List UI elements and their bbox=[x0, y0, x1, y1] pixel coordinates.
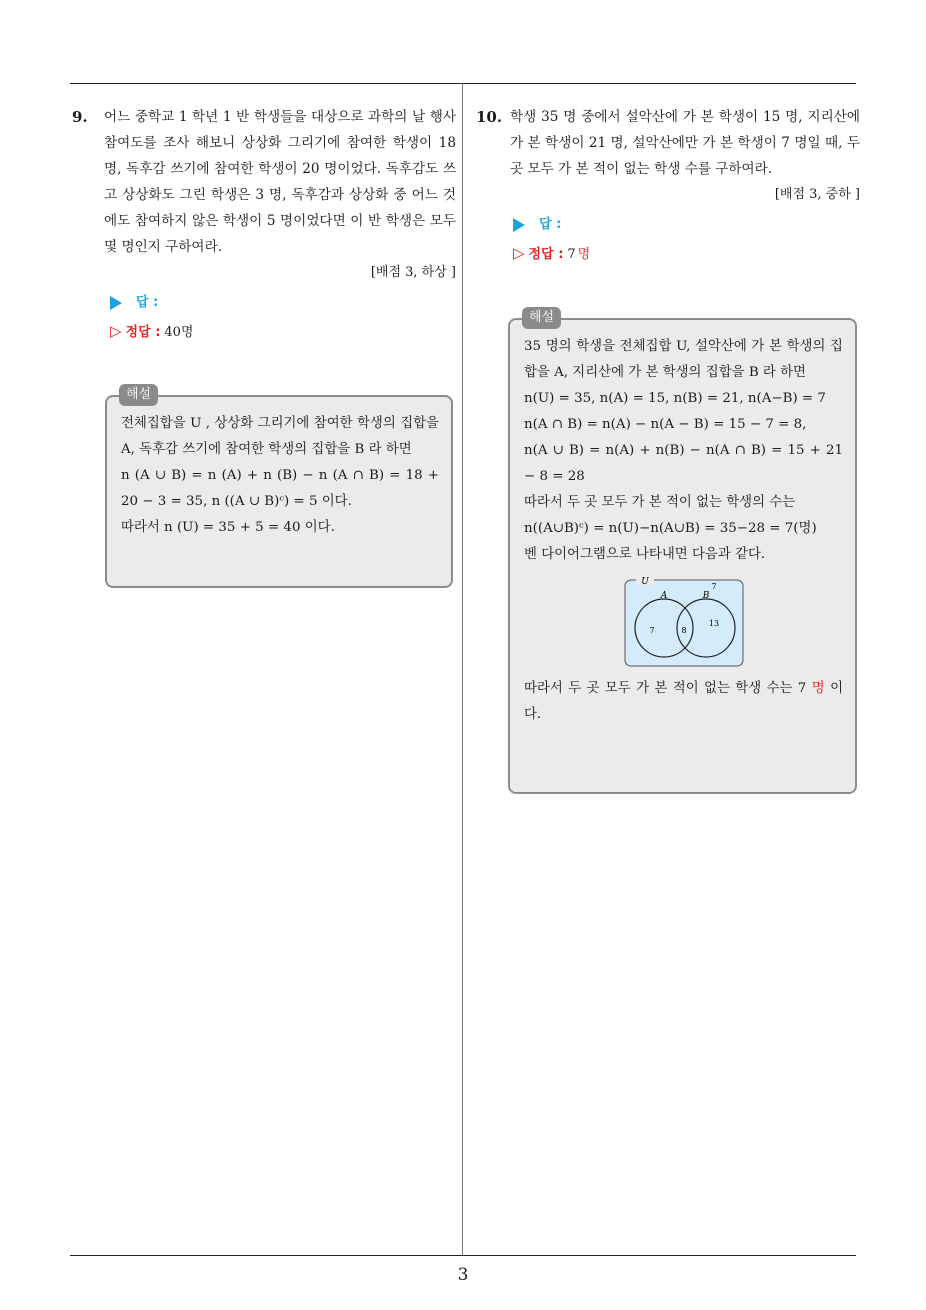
page-number: 3 bbox=[457, 1265, 469, 1285]
top-rule bbox=[70, 83, 856, 84]
problem-9 bbox=[72, 104, 456, 286]
bottom-rule bbox=[70, 1255, 856, 1256]
solution-row bbox=[513, 240, 590, 268]
solution-label: 정답 : bbox=[528, 247, 564, 262]
explanation-tag: 해설 bbox=[119, 384, 158, 406]
problem-text: 학생 35 명 중에서 설악산에 가 본 학생이 15 명, 지리산에 가 본 학생이 21 명, 설악산에만 가 본 학생이 7 명일 때, 두 곳 모두 가 본 적이 없는 학생 수를 구하여라. bbox=[510, 109, 860, 177]
answer-label: 답 : bbox=[136, 295, 159, 310]
explanation-line: 35 명의 학생을 전체집합 U, 설악산에 가 본 학생의 집합을 A, 지리산에 가 본 학생의 집합을 B 라 하면 bbox=[524, 339, 843, 380]
explanation-line: n((A∪B)ᶜ) = n(U)−n(A∪B) = 35−28 = 7(명) bbox=[524, 521, 817, 536]
problem-score: [배점 3, 중하 ] bbox=[774, 187, 860, 202]
venn-a-only-value: 7 bbox=[649, 626, 655, 635]
conclusion-prefix: 따라서 두 곳 모두 가 본 적이 없는 학생 수는 7 bbox=[524, 681, 807, 696]
problem-10 bbox=[476, 104, 860, 208]
answer-row bbox=[110, 290, 158, 316]
explanation-line: n(A ∩ B) = n(A) − n(A − B) = 15 − 7 = 8, bbox=[524, 417, 807, 432]
solution-value: 40명 bbox=[164, 325, 194, 340]
explanation-line: 전체집합을 U , 상상화 그리기에 참여한 학생의 집합을 A, 독후감 쓰기에 참여한 학생의 집합을 B 라 하면 bbox=[121, 416, 439, 457]
problem-score: [배점 3, 하상 ] bbox=[370, 265, 456, 280]
problem-number: 9. bbox=[72, 108, 88, 126]
venn-b-only-value: 13 bbox=[708, 619, 720, 628]
solution-unit: 명 bbox=[577, 247, 591, 262]
problem-text: 어느 중학교 1 학년 1 반 학생들을 대상으로 과학의 날 행사 참여도를 조사 해보니 상상화 그리기에 참여한 학생이 18 명, 독후감 쓰기에 참여한 학생이 20 명이었다. 독후감도 쓰고 상상화도 그린 학생은 3 명, 독후감과 상상화 중 어느 것에도 참여하지 않은 학생이 5 명이었다면 이 반 학생은 모두 몇 명인지 구하여라. bbox=[104, 109, 456, 255]
answer-row bbox=[513, 212, 561, 238]
venn-outside-value: 7 bbox=[711, 582, 717, 591]
solution-value: 7 bbox=[567, 247, 576, 262]
explanation-line: 벤 다이어그램으로 나타내면 다음과 같다. bbox=[524, 547, 766, 562]
solution-label: 정답 : bbox=[125, 325, 161, 340]
conclusion-suffix: 이다. bbox=[524, 681, 843, 722]
play-triangle-icon bbox=[513, 218, 525, 232]
explanation-tag: 해설 bbox=[522, 307, 561, 329]
explanation-box bbox=[105, 387, 453, 588]
venn-universe-rect bbox=[625, 580, 743, 666]
explanation-line: n (A ∪ B) = n (A) + n (B) − n (A ∩ B) = 18 + 20 − 3 = 35, n ((A ∪ B)ᶜ) = 5 이다. bbox=[121, 468, 439, 509]
conclusion-unit: 명 bbox=[811, 681, 825, 696]
venn-set-a-label: A bbox=[660, 591, 668, 601]
explanation-line: 따라서 n (U) = 35 + 5 = 40 이다. bbox=[121, 520, 335, 535]
venn-set-b-label: B bbox=[702, 591, 710, 601]
outline-triangle-icon: ▷ bbox=[110, 322, 122, 340]
venn-universe-label: U bbox=[641, 577, 649, 587]
explanation-line: 따라서 두 곳 모두 가 본 적이 없는 학생의 수는 bbox=[524, 495, 796, 510]
explanation-box bbox=[508, 310, 857, 794]
explanation-line: n(U) = 35, n(A) = 15, n(B) = 21, n(A−B) = 7 bbox=[524, 391, 826, 406]
column-divider bbox=[462, 83, 463, 1255]
explanation-conclusion bbox=[524, 676, 843, 728]
play-triangle-icon bbox=[110, 296, 122, 310]
solution-row bbox=[110, 318, 194, 346]
outline-triangle-icon: ▷ bbox=[513, 244, 525, 262]
answer-label: 답 : bbox=[539, 217, 562, 232]
problem-number: 10. bbox=[476, 108, 503, 126]
venn-intersection-value: 8 bbox=[681, 626, 687, 635]
venn-diagram bbox=[624, 576, 746, 668]
explanation-line: n(A ∪ B) = n(A) + n(B) − n(A ∩ B) = 15 + 21 − 8 = 28 bbox=[524, 443, 843, 484]
